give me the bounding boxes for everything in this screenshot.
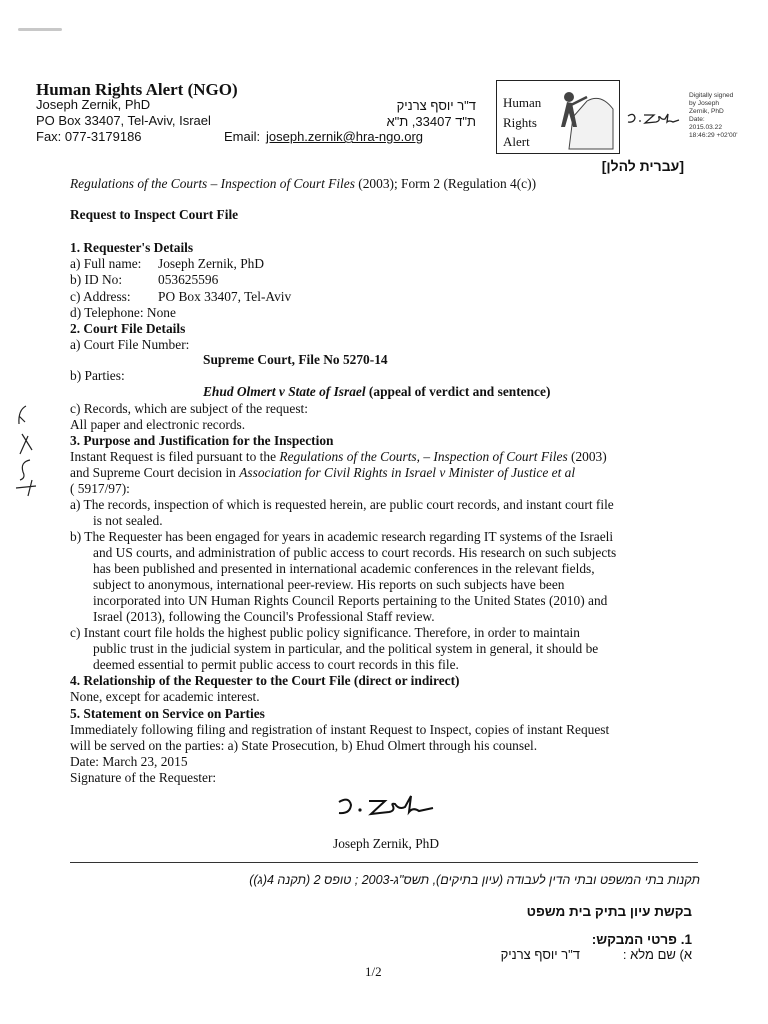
court-file-number: Supreme Court, File No 5270-14 — [203, 352, 388, 367]
hebrew-fullname-value: ד"ר יוסף צרניק — [500, 947, 580, 962]
logo-word-human: Human — [503, 95, 542, 110]
intro-text: and Supreme Court decision in — [70, 465, 240, 480]
justification-c: c) Instant court file holds the highest public policy significance. Therefore, in order to maintain — [70, 625, 580, 640]
signature-name: Joseph Zernik, PhD — [333, 836, 440, 851]
service-text: will be served on the parties: a) State Prosecution, b) Ehud Olmert through his counsel. — [70, 738, 538, 753]
header-fax: Fax: 077-3179186 — [36, 129, 142, 144]
request-date: Date: March 23, 2015 — [70, 754, 188, 769]
records-label: c) Records, which are subject of the request: — [70, 401, 308, 416]
header-signature-icon — [625, 108, 681, 130]
logo-word-alert: Alert — [503, 134, 530, 149]
parties-value — [203, 384, 550, 400]
header-name: Joseph Zernik, PhD — [36, 97, 151, 112]
hebrew-regulation-title: תקנות בתי המשפט ובתי הדין לעבודה (עיון בתיקים), תשס"ג-2003 ; טופס 2 (תקנה 4(ג)) — [249, 873, 700, 887]
service-text: Immediately following filing and registration of instant Request to Inspect, copies of instant Request — [70, 722, 610, 737]
section-divider — [70, 862, 698, 863]
parties-case-name: Ehud Olmert v State of Israel — [203, 384, 366, 399]
justification-b: incorporated into UN Human Rights Council Reports pertaining to the United States (2010) and — [93, 593, 608, 608]
hebrew-below-label: [עברית להלן] — [601, 158, 684, 174]
requester-address-label: c) Address: — [70, 289, 131, 304]
requester-fullname-value: Joseph Zernik, PhD — [158, 256, 265, 271]
justification-c: deemed essential to permit public access to court records in this file. — [93, 657, 459, 672]
parties-case-note: (appeal of verdict and sentence) — [365, 384, 551, 399]
logo-figure-icon — [547, 83, 617, 151]
justification-c: public trust in the judicial system in particular, and the political system in general, it should be — [93, 641, 599, 656]
parties-label: b) Parties: — [70, 368, 125, 383]
digital-sig-line: Zernik, PhD — [689, 108, 724, 115]
justification-b: has been published and presented in international academic conferences in the relevant fields, — [93, 561, 595, 576]
requester-id-label: b) ID No: — [70, 272, 123, 287]
header-address: PO Box 33407, Tel-Aviv, Israel — [36, 113, 211, 128]
section3-intro-line — [70, 465, 575, 481]
intro-text: (2003) — [567, 449, 607, 464]
section2-heading: 2. Court File Details — [70, 321, 186, 336]
justification-a: a) The records, inspection of which is requested herein, are public court records, and instant court file — [70, 497, 614, 512]
justification-b: Israel (2013), following the Council's Professional Staff review. — [93, 609, 435, 624]
scan-mark — [18, 28, 62, 31]
justification-b: subject to anonymous, international peer-review. His reports on such subjects have been — [93, 577, 565, 592]
hra-logo — [496, 80, 620, 154]
section3-heading: 3. Purpose and Justification for the Inspection — [70, 433, 334, 448]
handwritten-signature-icon — [333, 790, 443, 824]
intro-text: Instant Request is filed pursuant to the — [70, 449, 280, 464]
justification-a: is not sealed. — [93, 513, 163, 528]
hebrew-request-title: בקשת עיון בתיק בית משפט — [526, 904, 692, 919]
page-number: 1/2 — [365, 964, 382, 979]
header-hebrew-name: ד"ר יוסף צרניק — [396, 98, 476, 113]
section4-heading: 4. Relationship of the Requester to the Court File (direct or indirect) — [70, 673, 460, 688]
signature-label: Signature of the Requester: — [70, 770, 217, 785]
records-value: All paper and electronic records. — [70, 417, 246, 432]
digital-sig-line: by Joseph — [689, 100, 720, 107]
court-file-number-label: a) Court File Number: — [70, 337, 190, 352]
header-email-label: Email: — [224, 129, 261, 144]
section1-heading: 1. Requester's Details — [70, 240, 194, 255]
intro-regulation-italic: Regulations of the Courts, – Inspection of Court Files — [279, 449, 568, 464]
requester-id-value: 053625596 — [158, 272, 219, 287]
regulation-title-rest: (2003); Form 2 (Regulation 4(c)) — [354, 176, 537, 191]
relationship-text: None, except for academic interest. — [70, 689, 260, 704]
digital-sig-line: 18:46:29 +02'00' — [689, 132, 738, 139]
handwritten-margin-note — [10, 402, 52, 498]
regulation-title-italic: Regulations of the Courts – Inspection of Court Files — [70, 176, 355, 191]
header-hebrew-address: ת"ד 33407, ת"א — [386, 114, 476, 129]
requester-telephone: d) Telephone: None — [70, 305, 176, 320]
digital-sig-line: Digitally signed — [689, 92, 734, 99]
requester-fullname-label: a) Full name: — [70, 256, 142, 271]
regulation-title — [70, 176, 536, 192]
justification-b: and US courts, and administration of public access to court records. His research on such subjects — [93, 545, 617, 560]
org-name: Human Rights Alert (NGO) — [36, 80, 238, 99]
hebrew-section1-heading: 1. פרטי המבקש: — [591, 932, 692, 947]
header-email-link[interactable]: joseph.zernik@hra-ngo.org — [266, 129, 424, 144]
digital-sig-line: 2015.03.22 — [689, 124, 723, 131]
digital-sig-line: Date: — [689, 116, 705, 123]
digital-signature-block — [689, 92, 738, 140]
section3-intro-line — [70, 449, 607, 465]
intro-case-italic: Association for Civil Rights in Israel v Minister of Justice et al — [239, 465, 576, 480]
request-title: Request to Inspect Court File — [70, 207, 239, 222]
justification-b: b) The Requester has been engaged for years in academic research regarding IT systems of the Israeli — [70, 529, 614, 544]
section3-intro-line: ( 5917/97): — [70, 481, 130, 496]
logo-word-rights: Rights — [503, 115, 537, 130]
section5-heading: 5. Statement on Service on Parties — [70, 706, 265, 721]
hebrew-fullname-label: א) שם מלא : — [622, 947, 692, 962]
requester-address-value: PO Box 33407, Tel-Aviv — [158, 289, 292, 304]
